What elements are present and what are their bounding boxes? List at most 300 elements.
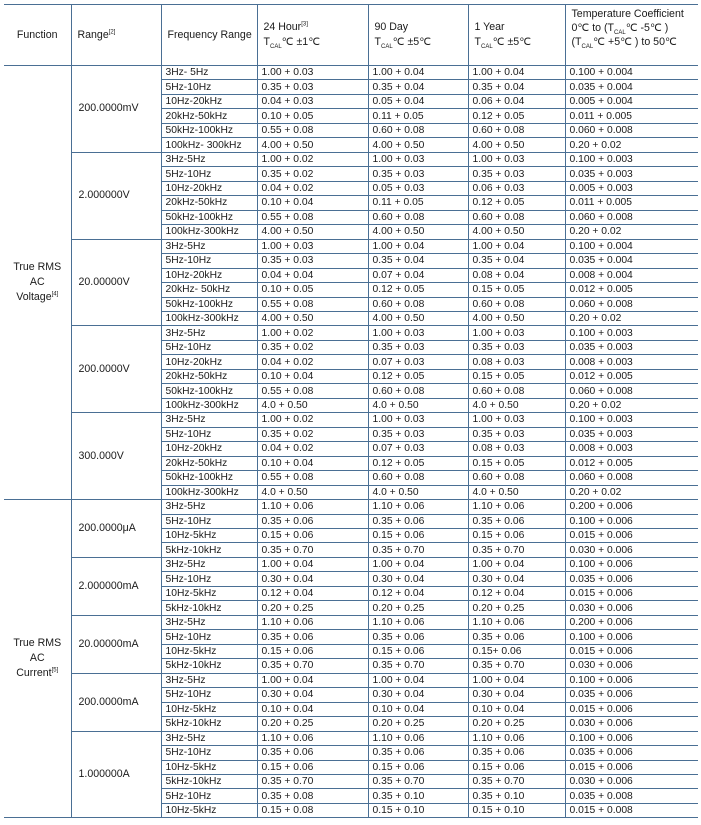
accuracy-24h-cell: 1.00 + 0.02 xyxy=(257,413,368,427)
accuracy-24h-cell: 1.00 + 0.02 xyxy=(257,152,368,166)
accuracy-90d-cell: 0.07 + 0.04 xyxy=(368,268,468,282)
accuracy-90d-cell: 0.20 + 0.25 xyxy=(368,601,468,615)
function-label: True RMS xyxy=(13,637,62,650)
accuracy-24h-cell: 0.35 + 0.08 xyxy=(257,789,368,803)
frequency-cell: 5kHz-10kHz xyxy=(161,601,257,615)
temp-coefficient-cell: 0.035 + 0.006 xyxy=(565,688,698,702)
temp-coefficient-cell: 0.035 + 0.008 xyxy=(565,789,698,803)
frequency-cell: 5Hz-10Hz xyxy=(161,340,257,354)
accuracy-1y-cell: 0.12 + 0.05 xyxy=(468,196,565,210)
accuracy-90d-cell: 1.10 + 0.06 xyxy=(368,615,468,629)
accuracy-24h-cell: 1.10 + 0.06 xyxy=(257,731,368,745)
function-label: Current xyxy=(16,667,52,680)
accuracy-24h-cell: 0.35 + 0.02 xyxy=(257,340,368,354)
accuracy-1y-cell: 0.20 + 0.25 xyxy=(468,601,565,615)
header-temperature-coefficient: Temperature Coefficient 0℃ to ($T_{CAL}℃$ -5℃ ) ($T_{CAL}℃$ +5℃ ) to 50℃ xyxy=(565,5,698,66)
range-cell: 300.000V xyxy=(71,413,161,500)
accuracy-90d-cell: 1.00 + 0.03 xyxy=(368,152,468,166)
function-cell xyxy=(4,500,71,818)
accuracy-24h-cell: 0.04 + 0.02 xyxy=(257,355,368,369)
accuracy-24h-cell: 0.15 + 0.06 xyxy=(257,760,368,774)
accuracy-24h-cell: 0.04 + 0.04 xyxy=(257,268,368,282)
accuracy-1y-cell: 0.20 + 0.25 xyxy=(468,717,565,731)
accuracy-24h-cell: 0.04 + 0.02 xyxy=(257,442,368,456)
accuracy-90d-cell: 0.35 + 0.04 xyxy=(368,254,468,268)
frequency-cell: 20kHz-50kHz xyxy=(161,369,257,383)
temp-coefficient-cell: 0.008 + 0.003 xyxy=(565,355,698,369)
frequency-cell: 3Hz-5Hz xyxy=(161,326,257,340)
accuracy-90d-cell: 0.07 + 0.03 xyxy=(368,442,468,456)
accuracy-90d-cell: 0.60 + 0.08 xyxy=(368,123,468,137)
temp-coefficient-cell: 0.060 + 0.008 xyxy=(565,384,698,398)
accuracy-90d-cell: 0.12 + 0.05 xyxy=(368,369,468,383)
temp-coefficient-cell: 0.035 + 0.003 xyxy=(565,167,698,181)
accuracy-24h-cell: 0.55 + 0.08 xyxy=(257,297,368,311)
accuracy-90d-cell: 0.30 + 0.04 xyxy=(368,688,468,702)
range-cell: 200.0000mA xyxy=(71,673,161,731)
accuracy-90d-cell: 0.35 + 0.10 xyxy=(368,789,468,803)
frequency-cell: 10Hz-20kHz xyxy=(161,355,257,369)
accuracy-24h-cell: 1.10 + 0.06 xyxy=(257,500,368,514)
range-cell: 200.0000V xyxy=(71,326,161,413)
frequency-cell: 10Hz-5kHz xyxy=(161,644,257,658)
frequency-cell: 5Hz-10Hz xyxy=(161,427,257,441)
frequency-cell: 50kHz-100kHz xyxy=(161,210,257,224)
frequency-cell: 10Hz-20kHz xyxy=(161,94,257,108)
header-frequency-range: Frequency Range xyxy=(161,5,257,66)
frequency-cell: 20kHz-50kHz xyxy=(161,456,257,470)
accuracy-1y-cell: 1.00 + 0.03 xyxy=(468,152,565,166)
range-cell: 200.0000μA xyxy=(71,500,161,558)
frequency-cell: 5Hz-10Hz xyxy=(161,688,257,702)
accuracy-1y-cell: 0.08 + 0.03 xyxy=(468,442,565,456)
range-cell: 20.00000mA xyxy=(71,615,161,673)
accuracy-1y-cell: 1.00 + 0.03 xyxy=(468,326,565,340)
table-row xyxy=(4,152,698,166)
frequency-cell: 3Hz-5Hz xyxy=(161,615,257,629)
accuracy-90d-cell: 4.00 + 0.50 xyxy=(368,138,468,152)
temp-coefficient-cell: 0.035 + 0.003 xyxy=(565,340,698,354)
accuracy-24h-cell: 0.35 + 0.70 xyxy=(257,543,368,557)
accuracy-24h-cell: 0.35 + 0.70 xyxy=(257,659,368,673)
accuracy-90d-cell: 1.00 + 0.04 xyxy=(368,239,468,253)
frequency-cell: 50kHz-100kHz xyxy=(161,471,257,485)
accuracy-1y-cell: 1.00 + 0.04 xyxy=(468,557,565,571)
frequency-cell: 10Hz-20kHz xyxy=(161,442,257,456)
frequency-cell: 100kHz- 300kHz xyxy=(161,138,257,152)
accuracy-24h-cell: 4.00 + 0.50 xyxy=(257,225,368,239)
accuracy-90d-cell: 0.07 + 0.03 xyxy=(368,355,468,369)
accuracy-24h-cell: 1.00 + 0.04 xyxy=(257,673,368,687)
accuracy-90d-cell: 0.05 + 0.03 xyxy=(368,181,468,195)
frequency-cell: 5Hz-10Hz xyxy=(161,254,257,268)
accuracy-90d-cell: 0.35 + 0.04 xyxy=(368,80,468,94)
temp-coefficient-cell: 0.035 + 0.006 xyxy=(565,746,698,760)
frequency-cell: 50kHz-100kHz xyxy=(161,123,257,137)
accuracy-1y-cell: 0.35 + 0.06 xyxy=(468,630,565,644)
function-label: AC xyxy=(29,652,45,665)
frequency-cell: 3Hz-5Hz xyxy=(161,500,257,514)
accuracy-24h-cell: 0.10 + 0.05 xyxy=(257,109,368,123)
accuracy-24h-cell: 0.12 + 0.04 xyxy=(257,586,368,600)
accuracy-1y-cell: 1.10 + 0.06 xyxy=(468,731,565,745)
frequency-cell: 50kHz-100kHz xyxy=(161,297,257,311)
accuracy-24h-cell: 0.10 + 0.05 xyxy=(257,283,368,297)
frequency-cell: 5Hz-10Hz xyxy=(161,80,257,94)
accuracy-24h-cell: 1.00 + 0.03 xyxy=(257,66,368,80)
table-body xyxy=(4,66,698,818)
accuracy-24h-cell: 0.20 + 0.25 xyxy=(257,601,368,615)
temp-coefficient-cell: 0.100 + 0.006 xyxy=(565,731,698,745)
frequency-cell: 5Hz-10Hz xyxy=(161,572,257,586)
accuracy-24h-cell: 0.15 + 0.06 xyxy=(257,529,368,543)
accuracy-1y-cell: 0.35 + 0.70 xyxy=(468,659,565,673)
accuracy-1y-cell: 1.00 + 0.04 xyxy=(468,66,565,80)
range-cell: 200.0000mV xyxy=(71,66,161,153)
accuracy-90d-cell: 0.35 + 0.70 xyxy=(368,774,468,788)
accuracy-90d-cell: 0.15 + 0.06 xyxy=(368,644,468,658)
accuracy-1y-cell: 0.35 + 0.70 xyxy=(468,774,565,788)
temp-coefficient-cell: 0.200 + 0.006 xyxy=(565,615,698,629)
accuracy-1y-cell: 1.10 + 0.06 xyxy=(468,615,565,629)
accuracy-90d-cell: 4.00 + 0.50 xyxy=(368,311,468,325)
temp-coefficient-cell: 0.015 + 0.006 xyxy=(565,529,698,543)
table-header-row xyxy=(4,5,698,66)
header-range: Range[2] xyxy=(71,5,161,66)
temp-coefficient-cell: 0.200 + 0.006 xyxy=(565,500,698,514)
frequency-cell: 20kHz-50kHz xyxy=(161,196,257,210)
frequency-cell: 100kHz-300kHz xyxy=(161,225,257,239)
accuracy-1y-cell: 0.15 + 0.06 xyxy=(468,760,565,774)
temp-coefficient-cell: 0.100 + 0.003 xyxy=(565,413,698,427)
accuracy-24h-cell: 4.0 + 0.50 xyxy=(257,398,368,412)
frequency-cell: 3Hz- 5Hz xyxy=(161,66,257,80)
temp-coefficient-cell: 0.005 + 0.004 xyxy=(565,94,698,108)
frequency-cell: 5Hz-10Hz xyxy=(161,789,257,803)
accuracy-24h-cell: 0.10 + 0.04 xyxy=(257,702,368,716)
accuracy-1y-cell: 0.60 + 0.08 xyxy=(468,384,565,398)
table-row xyxy=(4,413,698,427)
temp-coefficient-cell: 0.100 + 0.004 xyxy=(565,239,698,253)
frequency-cell: 5kHz-10kHz xyxy=(161,774,257,788)
accuracy-1y-cell: 0.35 + 0.10 xyxy=(468,789,565,803)
frequency-cell: 20kHz-50kHz xyxy=(161,109,257,123)
accuracy-1y-cell: 0.60 + 0.08 xyxy=(468,471,565,485)
accuracy-24h-cell: 0.35 + 0.03 xyxy=(257,254,368,268)
temp-coefficient-cell: 0.015 + 0.006 xyxy=(565,586,698,600)
accuracy-24h-cell: 0.10 + 0.04 xyxy=(257,456,368,470)
accuracy-1y-cell: 0.35 + 0.04 xyxy=(468,254,565,268)
table-row xyxy=(4,66,698,80)
accuracy-1y-cell: 0.35 + 0.03 xyxy=(468,340,565,354)
frequency-cell: 20kHz- 50kHz xyxy=(161,283,257,297)
temp-coefficient-cell: 0.035 + 0.004 xyxy=(565,254,698,268)
function-cell xyxy=(4,66,71,500)
accuracy-90d-cell: 0.15 + 0.10 xyxy=(368,803,468,817)
temp-coefficient-cell: 0.20 + 0.02 xyxy=(565,138,698,152)
table-row xyxy=(4,731,698,745)
range-cell: 2.000000V xyxy=(71,152,161,239)
accuracy-24h-cell: 4.00 + 0.50 xyxy=(257,311,368,325)
accuracy-90d-cell: 0.60 + 0.08 xyxy=(368,210,468,224)
accuracy-90d-cell: 0.35 + 0.06 xyxy=(368,514,468,528)
temp-coefficient-cell: 0.030 + 0.006 xyxy=(565,543,698,557)
accuracy-1y-cell: 0.60 + 0.08 xyxy=(468,210,565,224)
accuracy-90d-cell: 1.00 + 0.04 xyxy=(368,673,468,687)
accuracy-90d-cell: 0.30 + 0.04 xyxy=(368,572,468,586)
frequency-cell: 5kHz-10kHz xyxy=(161,659,257,673)
accuracy-90d-cell: 1.00 + 0.03 xyxy=(368,413,468,427)
accuracy-1y-cell: 4.0 + 0.50 xyxy=(468,398,565,412)
accuracy-1y-cell: 1.00 + 0.03 xyxy=(468,413,565,427)
accuracy-90d-cell: 0.15 + 0.06 xyxy=(368,529,468,543)
accuracy-24h-cell: 0.55 + 0.08 xyxy=(257,384,368,398)
frequency-cell: 3Hz-5Hz xyxy=(161,152,257,166)
frequency-cell: 5Hz-10Hz xyxy=(161,746,257,760)
temp-coefficient-cell: 0.011 + 0.005 xyxy=(565,196,698,210)
accuracy-1y-cell: 0.60 + 0.08 xyxy=(468,297,565,311)
accuracy-1y-cell: 0.12 + 0.05 xyxy=(468,109,565,123)
accuracy-90d-cell: 0.35 + 0.70 xyxy=(368,543,468,557)
frequency-cell: 3Hz-5Hz xyxy=(161,557,257,571)
function-label: AC xyxy=(29,276,45,289)
temp-coefficient-cell: 0.20 + 0.02 xyxy=(565,398,698,412)
accuracy-24h-cell: 0.04 + 0.02 xyxy=(257,181,368,195)
frequency-cell: 10Hz-5kHz xyxy=(161,803,257,817)
range-cell: 2.000000mA xyxy=(71,557,161,615)
frequency-cell: 3Hz-5Hz xyxy=(161,731,257,745)
accuracy-1y-cell: 0.35 + 0.04 xyxy=(468,80,565,94)
frequency-cell: 5kHz-10kHz xyxy=(161,717,257,731)
accuracy-90d-cell: 0.11 + 0.05 xyxy=(368,196,468,210)
accuracy-90d-cell: 0.35 + 0.06 xyxy=(368,746,468,760)
accuracy-24h-cell: 4.00 + 0.50 xyxy=(257,138,368,152)
temp-coefficient-cell: 0.060 + 0.008 xyxy=(565,123,698,137)
accuracy-1y-cell: 0.12 + 0.04 xyxy=(468,586,565,600)
accuracy-1y-cell: 0.15 + 0.05 xyxy=(468,456,565,470)
accuracy-24h-cell: 0.55 + 0.08 xyxy=(257,123,368,137)
accuracy-1y-cell: 0.08 + 0.04 xyxy=(468,268,565,282)
accuracy-24h-cell: 0.35 + 0.02 xyxy=(257,167,368,181)
accuracy-90d-cell: 1.00 + 0.03 xyxy=(368,326,468,340)
accuracy-24h-cell: 0.30 + 0.04 xyxy=(257,572,368,586)
accuracy-1y-cell: 0.35 + 0.06 xyxy=(468,514,565,528)
table-row xyxy=(4,326,698,340)
frequency-cell: 100kHz-300kHz xyxy=(161,311,257,325)
accuracy-90d-cell: 0.10 + 0.04 xyxy=(368,702,468,716)
temp-coefficient-cell: 0.015 + 0.006 xyxy=(565,644,698,658)
header-90-day: 90 Day $T_{CAL}℃$ ±5℃ xyxy=(368,5,468,66)
accuracy-90d-cell: 4.00 + 0.50 xyxy=(368,225,468,239)
frequency-cell: 10Hz-20kHz xyxy=(161,181,257,195)
accuracy-90d-cell: 1.10 + 0.06 xyxy=(368,500,468,514)
temp-coefficient-cell: 0.035 + 0.003 xyxy=(565,427,698,441)
temp-coefficient-cell: 0.035 + 0.006 xyxy=(565,572,698,586)
accuracy-1y-cell: 0.15 + 0.05 xyxy=(468,283,565,297)
temp-coefficient-cell: 0.20 + 0.02 xyxy=(565,311,698,325)
accuracy-1y-cell: 0.15 + 0.10 xyxy=(468,803,565,817)
table-row xyxy=(4,239,698,253)
table-row xyxy=(4,557,698,571)
frequency-cell: 50kHz-100kHz xyxy=(161,384,257,398)
accuracy-1y-cell: 0.30 + 0.04 xyxy=(468,688,565,702)
temp-coefficient-cell: 0.100 + 0.006 xyxy=(565,514,698,528)
accuracy-90d-cell: 0.60 + 0.08 xyxy=(368,471,468,485)
accuracy-1y-cell: 0.30 + 0.04 xyxy=(468,572,565,586)
accuracy-90d-cell: 0.12 + 0.04 xyxy=(368,586,468,600)
accuracy-1y-cell: 0.06 + 0.03 xyxy=(468,181,565,195)
accuracy-90d-cell: 0.05 + 0.04 xyxy=(368,94,468,108)
accuracy-24h-cell: 0.30 + 0.04 xyxy=(257,688,368,702)
temp-coefficient-cell: 0.030 + 0.006 xyxy=(565,717,698,731)
accuracy-90d-cell: 0.35 + 0.03 xyxy=(368,340,468,354)
accuracy-90d-cell: 0.35 + 0.70 xyxy=(368,659,468,673)
range-cell: 1.000000A xyxy=(71,731,161,818)
accuracy-1y-cell: 1.00 + 0.04 xyxy=(468,673,565,687)
accuracy-90d-cell: 1.00 + 0.04 xyxy=(368,66,468,80)
accuracy-90d-cell: 0.15 + 0.06 xyxy=(368,760,468,774)
accuracy-24h-cell: 0.55 + 0.08 xyxy=(257,210,368,224)
temp-coefficient-cell: 0.015 + 0.006 xyxy=(565,760,698,774)
temp-coefficient-cell: 0.060 + 0.008 xyxy=(565,297,698,311)
temp-coefficient-cell: 0.100 + 0.003 xyxy=(565,326,698,340)
temp-coefficient-cell: 0.20 + 0.02 xyxy=(565,485,698,499)
table-row xyxy=(4,615,698,629)
table-row xyxy=(4,500,698,514)
temp-coefficient-cell: 0.015 + 0.008 xyxy=(565,803,698,817)
temp-coefficient-cell: 0.030 + 0.006 xyxy=(565,659,698,673)
header-24-hour: 24 Hour[3] $T_{CAL}℃$ ±1℃ xyxy=(257,5,368,66)
frequency-cell: 3Hz-5Hz xyxy=(161,413,257,427)
accuracy-24h-cell: 0.10 + 0.04 xyxy=(257,196,368,210)
footnote-ref: [5] xyxy=(51,667,59,674)
accuracy-90d-cell: 0.35 + 0.06 xyxy=(368,630,468,644)
accuracy-90d-cell: 4.0 + 0.50 xyxy=(368,398,468,412)
accuracy-1y-cell: 0.35 + 0.70 xyxy=(468,543,565,557)
frequency-cell: 10Hz-5kHz xyxy=(161,702,257,716)
function-label: Voltage xyxy=(16,291,52,304)
accuracy-24h-cell: 0.35 + 0.06 xyxy=(257,746,368,760)
accuracy-24h-cell: 1.00 + 0.03 xyxy=(257,239,368,253)
accuracy-1y-cell: 4.00 + 0.50 xyxy=(468,225,565,239)
accuracy-1y-cell: 0.35 + 0.03 xyxy=(468,427,565,441)
footnote-ref: [4] xyxy=(51,291,59,298)
accuracy-1y-cell: 4.0 + 0.50 xyxy=(468,485,565,499)
temp-coefficient-cell: 0.100 + 0.006 xyxy=(565,630,698,644)
accuracy-1y-cell: 0.10 + 0.04 xyxy=(468,702,565,716)
temp-coefficient-cell: 0.012 + 0.005 xyxy=(565,456,698,470)
temp-coefficient-cell: 0.030 + 0.006 xyxy=(565,601,698,615)
frequency-cell: 5kHz-10kHz xyxy=(161,543,257,557)
frequency-cell: 10Hz-5kHz xyxy=(161,586,257,600)
temp-coefficient-cell: 0.100 + 0.006 xyxy=(565,557,698,571)
accuracy-1y-cell: 0.08 + 0.03 xyxy=(468,355,565,369)
accuracy-1y-cell: 0.60 + 0.08 xyxy=(468,123,565,137)
frequency-cell: 5Hz-10Hz xyxy=(161,167,257,181)
accuracy-24h-cell: 0.15 + 0.06 xyxy=(257,644,368,658)
specification-table xyxy=(4,4,698,818)
accuracy-1y-cell: 0.35 + 0.06 xyxy=(468,746,565,760)
temp-coefficient-cell: 0.011 + 0.005 xyxy=(565,109,698,123)
accuracy-90d-cell: 0.11 + 0.05 xyxy=(368,109,468,123)
accuracy-24h-cell: 0.15 + 0.08 xyxy=(257,803,368,817)
frequency-cell: 3Hz-5Hz xyxy=(161,673,257,687)
accuracy-24h-cell: 1.00 + 0.04 xyxy=(257,557,368,571)
accuracy-24h-cell: 0.04 + 0.03 xyxy=(257,94,368,108)
accuracy-90d-cell: 0.60 + 0.08 xyxy=(368,384,468,398)
accuracy-90d-cell: 0.12 + 0.05 xyxy=(368,283,468,297)
header-1-year: 1 Year $T_{CAL}℃$ ±5℃ xyxy=(468,5,565,66)
accuracy-1y-cell: 4.00 + 0.50 xyxy=(468,138,565,152)
frequency-cell: 10Hz-5kHz xyxy=(161,760,257,774)
accuracy-24h-cell: 0.20 + 0.25 xyxy=(257,717,368,731)
frequency-cell: 100kHz-300kHz xyxy=(161,398,257,412)
frequency-cell: 5Hz-10Hz xyxy=(161,630,257,644)
accuracy-24h-cell: 4.0 + 0.50 xyxy=(257,485,368,499)
table-row xyxy=(4,673,698,687)
temp-coefficient-cell: 0.012 + 0.005 xyxy=(565,283,698,297)
frequency-cell: 10Hz-5kHz xyxy=(161,529,257,543)
temp-coefficient-cell: 0.100 + 0.004 xyxy=(565,66,698,80)
accuracy-90d-cell: 0.35 + 0.03 xyxy=(368,167,468,181)
frequency-cell: 100kHz-300kHz xyxy=(161,485,257,499)
accuracy-90d-cell: 1.00 + 0.04 xyxy=(368,557,468,571)
frequency-cell: 10Hz-20kHz xyxy=(161,268,257,282)
temp-coefficient-cell: 0.060 + 0.008 xyxy=(565,210,698,224)
temp-coefficient-cell: 0.008 + 0.004 xyxy=(565,268,698,282)
accuracy-90d-cell: 1.10 + 0.06 xyxy=(368,731,468,745)
accuracy-1y-cell: 1.00 + 0.04 xyxy=(468,239,565,253)
accuracy-90d-cell: 4.0 + 0.50 xyxy=(368,485,468,499)
temp-coefficient-cell: 0.008 + 0.003 xyxy=(565,442,698,456)
accuracy-1y-cell: 0.35 + 0.03 xyxy=(468,167,565,181)
accuracy-24h-cell: 0.35 + 0.02 xyxy=(257,427,368,441)
frequency-cell: 5Hz-10Hz xyxy=(161,514,257,528)
accuracy-24h-cell: 0.35 + 0.06 xyxy=(257,514,368,528)
temp-coefficient-cell: 0.060 + 0.008 xyxy=(565,471,698,485)
accuracy-1y-cell: 4.00 + 0.50 xyxy=(468,311,565,325)
accuracy-24h-cell: 0.35 + 0.06 xyxy=(257,630,368,644)
accuracy-1y-cell: 1.10 + 0.06 xyxy=(468,500,565,514)
temp-coefficient-cell: 0.012 + 0.005 xyxy=(565,369,698,383)
header-function: Function xyxy=(4,5,71,66)
accuracy-90d-cell: 0.12 + 0.05 xyxy=(368,456,468,470)
temp-coefficient-cell: 0.035 + 0.004 xyxy=(565,80,698,94)
temp-coefficient-cell: 0.100 + 0.003 xyxy=(565,152,698,166)
temp-coefficient-cell: 0.100 + 0.006 xyxy=(565,673,698,687)
temp-coefficient-cell: 0.015 + 0.006 xyxy=(565,702,698,716)
function-label: True RMS xyxy=(13,261,62,274)
range-cell: 20.00000V xyxy=(71,239,161,326)
temp-coefficient-cell: 0.030 + 0.006 xyxy=(565,774,698,788)
accuracy-24h-cell: 0.55 + 0.08 xyxy=(257,471,368,485)
frequency-cell: 3Hz-5Hz xyxy=(161,239,257,253)
accuracy-1y-cell: 0.15 + 0.06 xyxy=(468,529,565,543)
accuracy-24h-cell: 0.10 + 0.04 xyxy=(257,369,368,383)
accuracy-24h-cell: 0.35 + 0.70 xyxy=(257,774,368,788)
accuracy-90d-cell: 0.60 + 0.08 xyxy=(368,297,468,311)
accuracy-24h-cell: 1.00 + 0.02 xyxy=(257,326,368,340)
accuracy-24h-cell: 1.10 + 0.06 xyxy=(257,615,368,629)
temp-coefficient-cell: 0.20 + 0.02 xyxy=(565,225,698,239)
accuracy-90d-cell: 0.35 + 0.03 xyxy=(368,427,468,441)
accuracy-1y-cell: 0.15+ 0.06 xyxy=(468,644,565,658)
accuracy-90d-cell: 0.20 + 0.25 xyxy=(368,717,468,731)
temp-coefficient-cell: 0.005 + 0.003 xyxy=(565,181,698,195)
accuracy-1y-cell: 0.06 + 0.04 xyxy=(468,94,565,108)
accuracy-1y-cell: 0.15 + 0.05 xyxy=(468,369,565,383)
accuracy-24h-cell: 0.35 + 0.03 xyxy=(257,80,368,94)
